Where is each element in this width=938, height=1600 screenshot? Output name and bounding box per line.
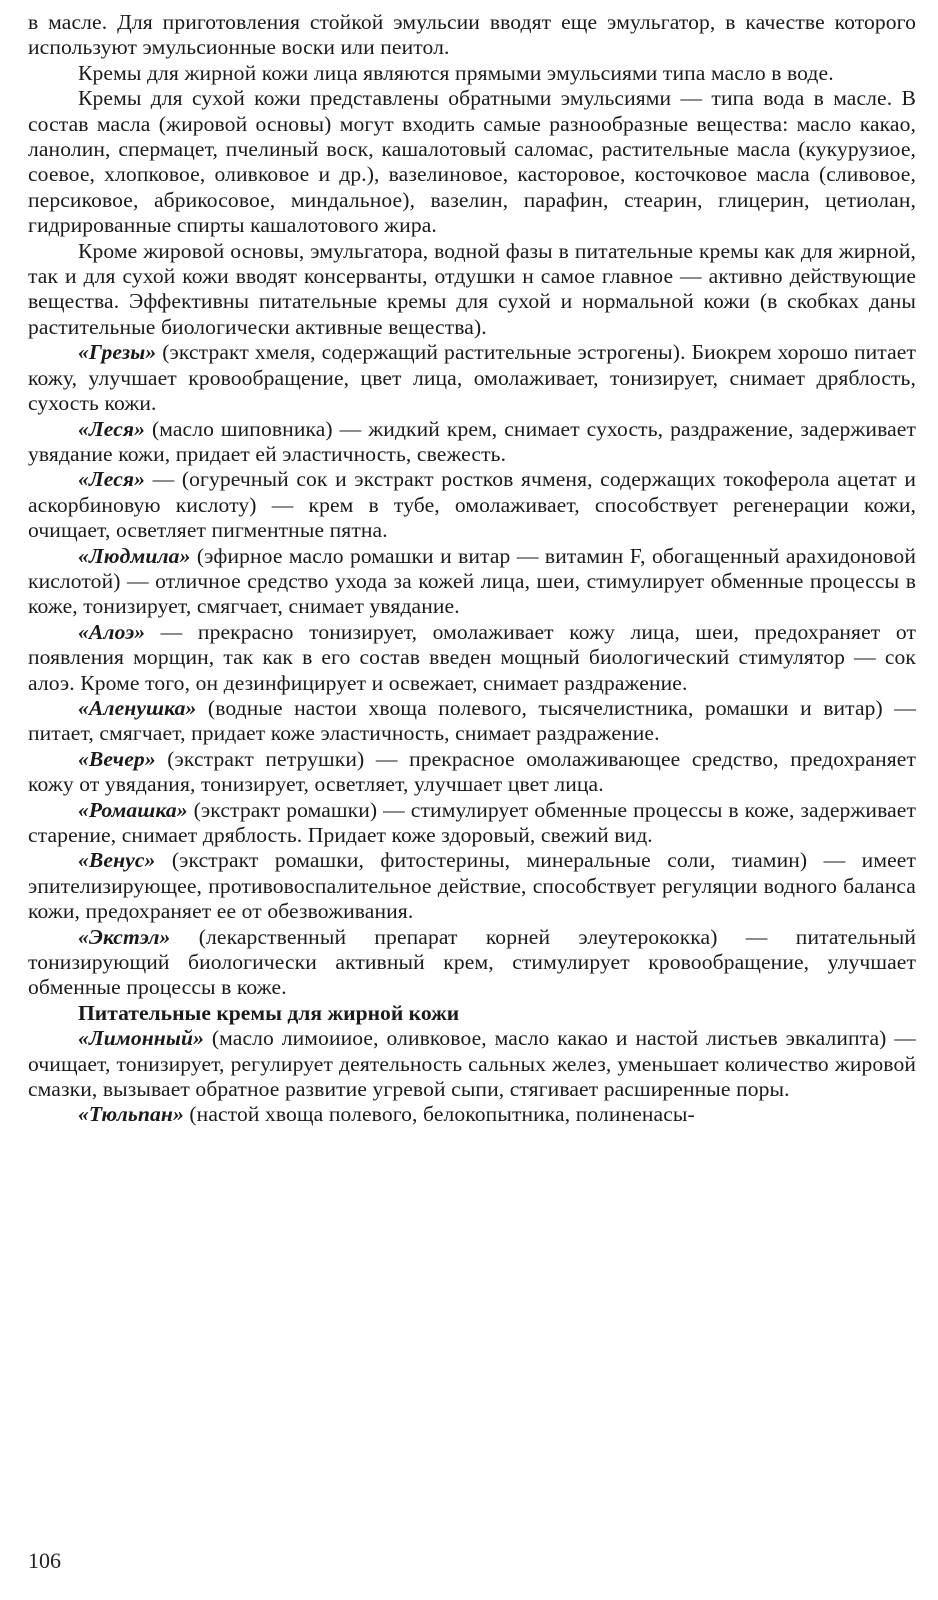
product-description: — прекрасно тонизирует, омолаживает кожу лица, шеи, предохраняет от появления морщин, так как в его состав введен мощный биологический стимулятор — сок алоэ. Кроме того, он дезинфицирует и освежает, снимает раздражение. <box>28 619 916 695</box>
product-name: «Лимонный» <box>78 1026 204 1051</box>
paragraph-text: Кроме жировой основы, эмульгатора, водной фазы в питательные кремы как для жирной, так и для сухой кожи вводят консерванты, отдушки н самое главное — активно действующие вещества. Эффективны питательные кремы для сухой и нормальной кожи (в скобках даны растительные биологически активные вещества). <box>28 238 916 339</box>
product-description: (масло шиповника) — жидкий крем, снимает сухость, раздражение, задерживает увядание кожи, придает ей эластичность, свежесть. <box>28 416 916 466</box>
product-name: «Леся» <box>78 467 146 492</box>
product-name: «Экстэл» <box>78 924 171 949</box>
product-description: (экстракт ромашки, фитостерины, минеральные соли, тиамин) — имеет эпителизирующее, противовоспалительное действие, способствует регуляции водного баланса кожи, предохраняет ее от обезвоживания. <box>28 848 916 924</box>
product-description: (экстракт петрушки) — прекрасное омолаживающее средство, предохраняет кожу от увядания, тонизирует, осветляет, улучшает цвет лица. <box>28 746 916 797</box>
paragraph-text: в масле. Для приготовления стойкой эмульсии вводят еще эмульгатор, в качестве которого используют эмульсионные воски или пеитол. <box>28 10 916 60</box>
product-name: «Ромашка» <box>78 797 188 822</box>
product-entry <box>28 620 916 696</box>
section-heading: Питательные кремы для жирной кожи <box>78 1000 460 1025</box>
product-description: (эфирное масло ромашки и витар — витамин F, обогащенный арахидоновой кислотой) — отличное средство ухода за кожей лица, шеи, стимулирует обменные процессы в коже, тонизирует, смягчает, снимает увядание. <box>28 543 916 619</box>
product-entry <box>28 798 916 849</box>
product-description: (масло лимоииое, оливковое, масло какао и настой листьев эвкалипта) — очищает, тонизирует, регулирует деятельность сальных желез, уменьшает количество жировой смазки, вызывает обратное развитие угревой сыпи, стягивает расширенные поры. <box>28 1026 916 1102</box>
product-name: «Алоэ» <box>78 619 146 644</box>
product-description: (водные настои хвоща полевого, тысячелистника, ромашки и витар) — питает, смягчает, придает коже эластичность, снимает раздражение. <box>28 695 916 746</box>
product-entry <box>28 467 916 543</box>
product-description: (экстракт ромашки) — стимулирует обменные процессы в коже, задерживает старение, снимает дряблость. Придает коже здоровый, свежий вид. <box>28 797 916 847</box>
product-name: «Тюльпан» <box>78 1102 184 1127</box>
product-name: «Леся» <box>78 416 146 441</box>
product-description: — (огуречный сок и экстракт ростков ячменя, содержащих токоферола ацетат и аскорбиновую кислоту) — крем в тубе, омолаживает, способствует регенерации кожи, очищает, осветляет пигментные пятна. <box>28 467 916 543</box>
paragraph-text: Кремы для сухой кожи представлены обратными эмульсиями — типа вода в масле. В состав масла (жировой основы) могут входить самые разнообразные вещества: масло какао, ланолин, спермацет, пчелиный воск, кашалотовый саломас, растительные масла (кукурузиое, соевое, хлопковое, оливковое и др.), вазелиновое, касторовое, косточковое масла (сливовое, персиковое, абрикосовое, миндальное), вазелин, парафин, стеарин, глицерин, цетиолан, гидрированные спирты кашалотового жира. <box>28 86 916 238</box>
product-name: «Вечер» <box>78 746 156 771</box>
product-entry <box>28 1026 916 1102</box>
product-description: (экстракт хмеля, содержащий растительные эстрогены). Биокрем хорошо питает кожу, улучшает кровообращение, цвет лица, омолаживает, тонизирует, снимает дряблость, сухость кожи. <box>28 340 916 416</box>
paragraph <box>28 239 916 341</box>
product-entry <box>28 1102 916 1127</box>
paragraph-text: Кремы для жирной кожи лица являются прямыми эмульсиями типа масло в воде. <box>78 60 834 85</box>
product-name: «Венус» <box>78 848 156 873</box>
page-number: 106 <box>28 1548 61 1573</box>
product-entry <box>28 848 916 924</box>
product-entry <box>28 417 916 468</box>
product-entry <box>28 696 916 747</box>
product-description: (настой хвоща полевого, белокопытника, полиненасы- <box>183 1102 695 1127</box>
page-body <box>28 10 916 1128</box>
paragraph <box>28 10 916 61</box>
product-entry <box>28 925 916 1001</box>
product-name: «Людмила» <box>78 543 191 568</box>
paragraph <box>28 61 916 86</box>
product-name: «Грезы» <box>78 340 157 365</box>
product-entry <box>28 340 916 416</box>
product-entry <box>28 747 916 798</box>
paragraph <box>28 86 916 238</box>
product-entry <box>28 544 916 620</box>
product-description: (лекарственный препарат корней элеутерококка) — питательный тонизирующий биологически активный крем, стимулирует кровообращение, улучшает обменные процессы в коже. <box>28 924 916 1000</box>
product-name: «Аленушка» <box>78 695 197 720</box>
